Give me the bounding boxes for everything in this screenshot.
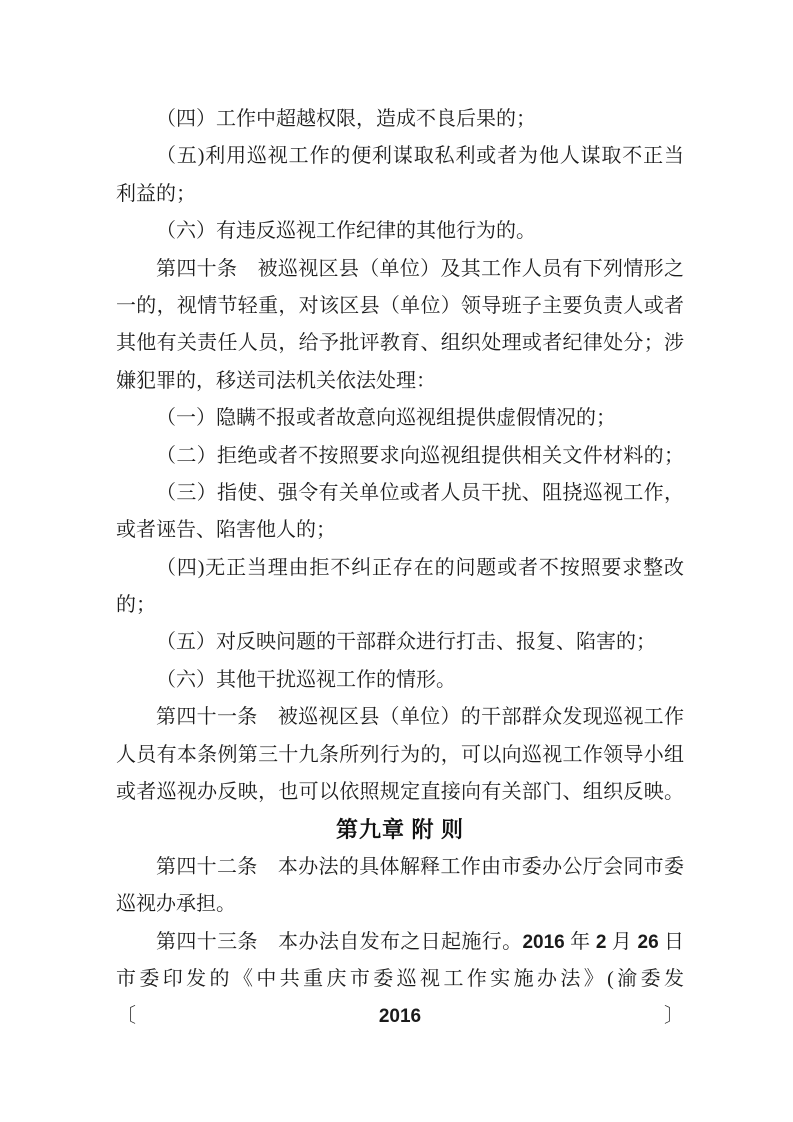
text-line-11: （三）指使、强令有关单位或者人员干扰、阻挠巡视工作， xyxy=(156,481,684,504)
text-line-9: （一）隐瞒不报或者故意向巡视组提供虚假情况的； xyxy=(156,407,616,430)
text-line-17: 第四十一条 被巡视区县（单位）的干部群众发现巡视工作 xyxy=(156,706,684,729)
text-line-13: （四)无正当理由拒不纠正存在的问题或者不按照要求整改 xyxy=(156,556,684,579)
text-line-23: 第四十三条 本办法自发布之日起施行。2016 年 2 月 26 日 xyxy=(156,930,685,953)
text-line-21: 第四十二条 本办法的具体解释工作由市委办公厅会同市委 xyxy=(156,855,684,878)
western-numeral: 2 xyxy=(595,931,607,953)
text-line-19: 或者巡视办反映，也可以依照规定直接向有关部门、组织反映。 xyxy=(116,781,684,804)
western-numeral: 26 xyxy=(637,931,659,953)
text-line-4: （六）有违反巡视工作纪律的其他行为的。 xyxy=(156,220,536,243)
western-numeral: 2016 xyxy=(378,1006,422,1028)
text-line-2: （五)利用巡视工作的便利谋取私利或者为他人谋取不正当 xyxy=(156,145,684,168)
text-block xyxy=(116,101,685,1028)
text-line-15: （五）对反映问题的干部群众进行打击、报复、陷害的； xyxy=(156,631,656,654)
text-line-14: 的； xyxy=(116,594,156,617)
text-line-1: （四）工作中超越权限，造成不良后果的； xyxy=(156,108,536,130)
text-line-3: 利益的； xyxy=(116,182,196,205)
text-line-8: 嫌犯罪的，移送司法机关依法处理： xyxy=(116,369,436,392)
text-line-18: 人员有本条例第三十九条所列行为的，可以向巡视工作领导小组 xyxy=(116,743,684,766)
text-line-16: （六）其他干扰巡视工作的情形。 xyxy=(156,668,456,691)
chapter-heading: 第九章 附 则 xyxy=(335,817,464,843)
text-line-10: （二）拒绝或者不按照要求向巡视组提供相关文件材料的； xyxy=(156,444,684,467)
text-line-24: 市委印发的《中共重庆市委巡视工作实施办法》(渝委发〔2016〕 xyxy=(116,967,684,1028)
text-line-22: 巡视办承担。 xyxy=(116,893,236,916)
western-numeral: 2016 xyxy=(522,931,565,953)
text-line-7: 其他有关责任人员，给予批评教育、组织处理或者纪律处分；涉 xyxy=(116,332,684,355)
text-line-6: 一的，视情节轻重，对该区县（单位）领导班子主要负责人或者 xyxy=(116,294,684,317)
text-line-5: 第四十条 被巡视区县（单位）及其工作人员有下列情形之 xyxy=(156,257,684,280)
text-line-12: 或者诬告、陷害他人的； xyxy=(116,519,336,542)
